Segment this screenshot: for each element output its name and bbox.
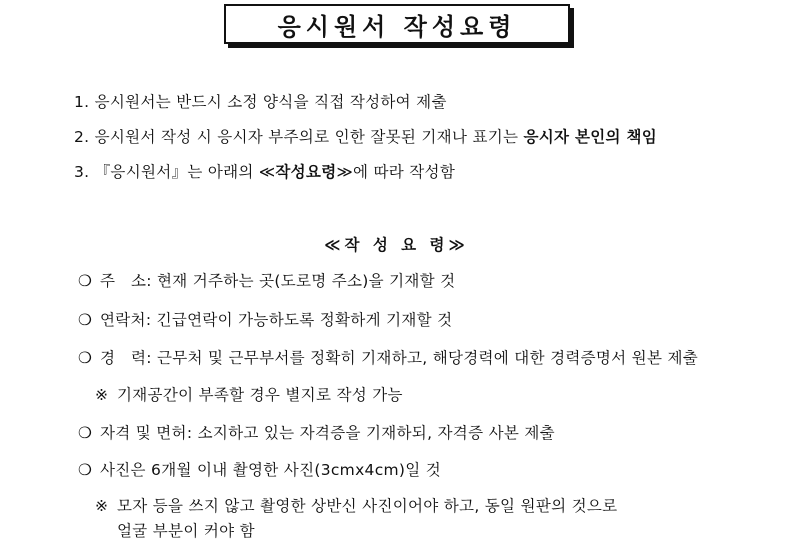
intro-bold-text: 응시자 본인의 책임 (523, 128, 658, 146)
list-item (78, 269, 455, 291)
intro-text: 응시원서 작성 시 응시자 부주의로 인한 잘못된 기재나 표기는 (94, 128, 524, 146)
item-text: 자격 및 면허: 소지하고 있는 자격증을 기재하되, 자격증 사본 제출 (100, 424, 555, 442)
intro-item-2 (74, 125, 657, 147)
intro-num: 1. (74, 93, 90, 111)
section-title: ≪작 성 요 령≫ (324, 236, 469, 254)
bullet-icon: ❍ (78, 311, 93, 329)
list-item (78, 421, 555, 443)
note-mark-icon: ※ (95, 497, 109, 515)
list-item-note (95, 494, 617, 516)
bullet-icon: ❍ (78, 349, 93, 367)
list-item (78, 308, 452, 330)
list-item-note (95, 383, 403, 405)
item-text: 모자 등을 쓰지 않고 촬영한 상반신 사진이어야 하고, 동일 원판의 것으로 (117, 497, 618, 515)
intro-text-after: ≫에 따라 작성함 (336, 163, 456, 181)
list-item (78, 346, 698, 368)
note-mark-icon: ※ (95, 386, 109, 404)
list-item (78, 458, 441, 480)
bullet-icon: ❍ (78, 272, 93, 290)
intro-num: 2. (74, 128, 90, 146)
item-text: 얼굴 부분이 커야 함 (117, 522, 255, 540)
intro-item-1 (74, 90, 447, 112)
item-text: 연락처: 긴급연락이 가능하도록 정확하게 기재할 것 (100, 311, 453, 329)
bullet-icon: ❍ (78, 424, 93, 442)
item-text: 사진은 6개월 이내 촬영한 사진(3cmx4cm)일 것 (100, 461, 442, 479)
intro-num: 3. (74, 163, 90, 181)
intro-text: 응시원서는 반드시 소정 양식을 직접 작성하여 제출 (94, 93, 447, 111)
intro-item-3 (74, 160, 455, 182)
list-item-note-continuation (117, 519, 255, 541)
bullet-icon: ❍ (78, 461, 93, 479)
item-text: 경 력: 근무처 및 근무부서를 정확히 기재하고, 해당경력에 대한 경력증명서 원본 제출 (100, 349, 698, 367)
intro-bold-text: 작성요령 (275, 163, 337, 181)
page-title: 응시원서 작성요령 (224, 4, 570, 44)
intro-text: 『응시원서』는 아래의 ≪ (94, 163, 276, 181)
title-box (224, 4, 570, 44)
item-text: 주 소: 현재 거주하는 곳(도로명 주소)을 기재할 것 (100, 272, 456, 290)
item-text: 기재공간이 부족할 경우 별지로 작성 가능 (117, 386, 403, 404)
